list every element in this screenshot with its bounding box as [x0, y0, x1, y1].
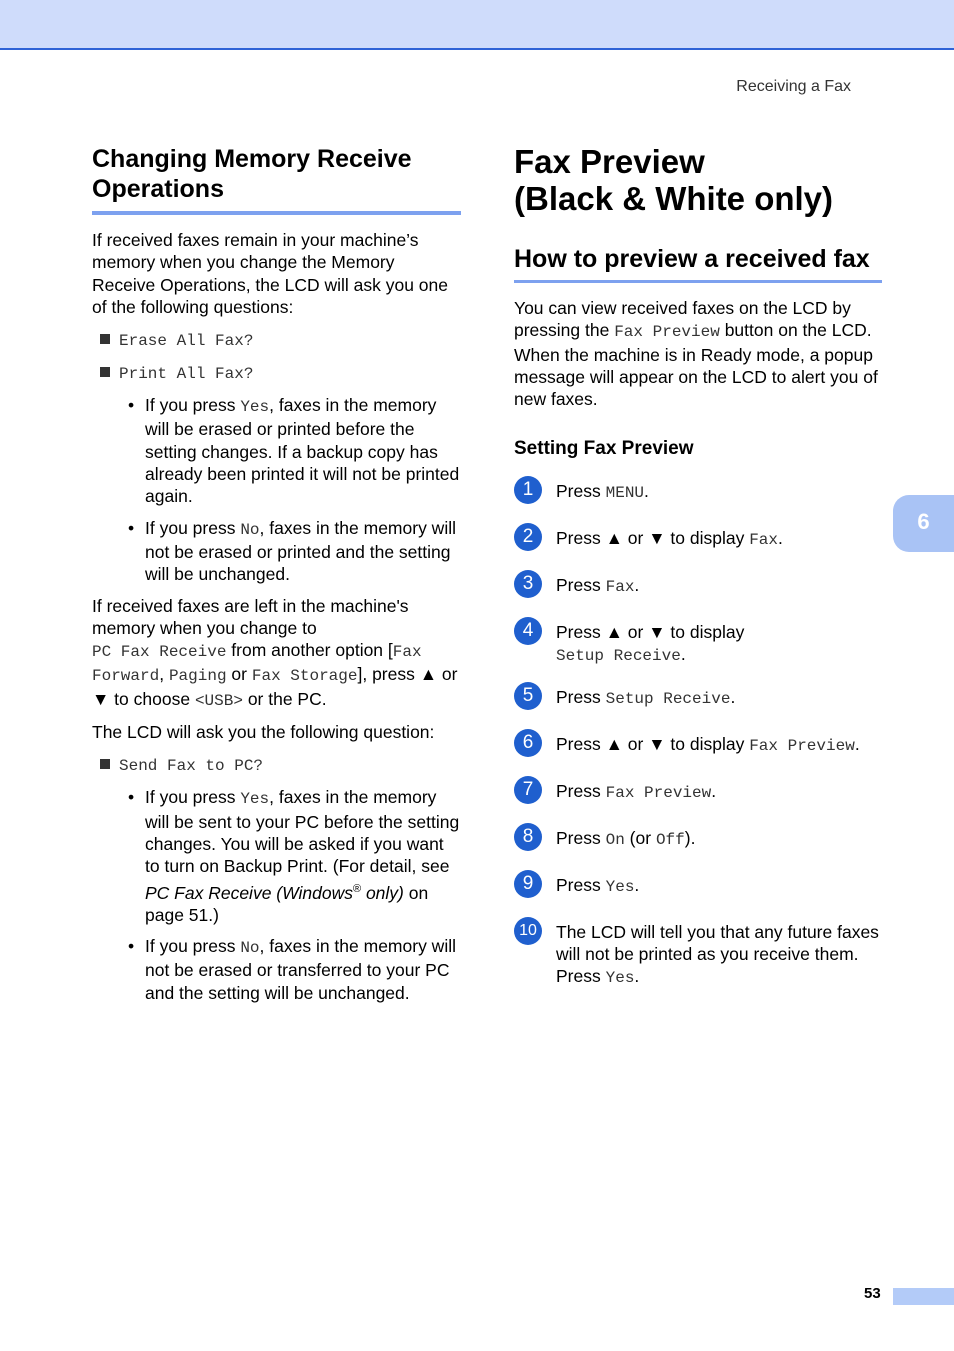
running-header: Receiving a Fax: [736, 78, 851, 95]
setting-heading: Setting Fax Preview: [514, 438, 694, 460]
bullet-icon: •: [128, 517, 135, 538]
footer-band: [893, 1288, 954, 1305]
yes-bullet-2: • If you press Yes, faxes in the memory will be sent to your PC before the setting changes. You will be asked if you want to turn on Backup Print. (For detail, see PC Fax Receive (Windows® only) on page 51.): [128, 787, 460, 925]
step-number-icon: 8: [514, 823, 542, 851]
step-number-icon: 9: [514, 870, 542, 898]
subheading: How to preview a received fax: [514, 244, 882, 283]
step-number-icon: 10: [514, 917, 542, 945]
step-item: 4 Press ▲ or ▼ to display Setup Receive.: [514, 621, 882, 667]
step-item: 3 Press Fax.: [514, 574, 882, 602]
bullet-icon: •: [128, 787, 135, 808]
step-item: 2 Press ▲ or ▼ to display Fax.: [514, 527, 882, 555]
left-column: [92, 144, 461, 1004]
square-bullet-icon: [100, 334, 110, 344]
step-item: 7 Press Fax Preview.: [514, 780, 882, 808]
top-band: [0, 0, 954, 50]
option-item: Erase All Fax?: [92, 328, 461, 352]
paragraph-3: The LCD will ask you the following question:: [92, 722, 435, 743]
step-list: [514, 480, 882, 989]
step-number-icon: 6: [514, 729, 542, 757]
chapter-number: 6: [917, 509, 930, 534]
bullet-icon: •: [128, 935, 135, 956]
section-heading: Changing Memory Receive Operations: [92, 144, 461, 215]
step-number-icon: 4: [514, 617, 542, 645]
square-bullet-icon: [100, 367, 110, 377]
step-item: 1 Press MENU.: [514, 480, 882, 508]
no-bullet-2: • If you press No, faxes in the memory will not be erased or transferred to your PC and the setting will be unchanged.: [128, 935, 456, 1003]
right-column: [514, 143, 882, 989]
paragraph-2: If received faxes are left in the machine's memory when you change to PC Fax Receive from another option [Fax Forward, Paging or Fax Storage], press ▲ or ▼ to choose <USB> or the PC.: [92, 595, 458, 710]
intro-paragraph: If received faxes remain in your machine’s memory when you change the Memory Receive Operations, the LCD will ask you one of the following questions:: [92, 230, 449, 317]
chapter-tab: [893, 495, 954, 552]
option-list-1: [92, 328, 461, 385]
step-number-icon: 3: [514, 570, 542, 598]
option-item: Send Fax to PC?: [92, 753, 461, 777]
step-number-icon: 2: [514, 523, 542, 551]
step-item: 9 Press Yes.: [514, 874, 882, 902]
step-item: 6 Press ▲ or ▼ to display Fax Preview.: [514, 733, 882, 761]
step-number-icon: 5: [514, 682, 542, 710]
option-item: Print All Fax?: [92, 361, 461, 385]
step-item: 10 The LCD will tell you that any future faxes will not be printed as you receive them. Press Yes.: [514, 921, 882, 989]
intro-paragraph: You can view received faxes on the LCD by pressing the Fax Preview button on the LCD. When the machine is in Ready mode, a popup message will appear on the LCD to alert you of new faxes.: [514, 298, 878, 410]
step-number-icon: 7: [514, 776, 542, 804]
option-list-2: [92, 753, 461, 777]
step-item: 5 Press Setup Receive.: [514, 686, 882, 714]
step-item: 8 Press On (or Off).: [514, 827, 882, 855]
page-title: Fax Preview (Black & White only): [514, 143, 834, 217]
page-number: 53: [864, 1285, 881, 1302]
square-bullet-icon: [100, 759, 110, 769]
yes-bullet-1: • If you press Yes, faxes in the memory will be erased or printed before the setting changes. If a backup copy has already been printed it will not be printed again.: [128, 395, 460, 507]
no-bullet-1: • If you press No, faxes in the memory will not be erased or printed and the setting will be unchanged.: [128, 517, 456, 585]
bullet-icon: •: [128, 395, 135, 416]
step-number-icon: 1: [514, 476, 542, 504]
